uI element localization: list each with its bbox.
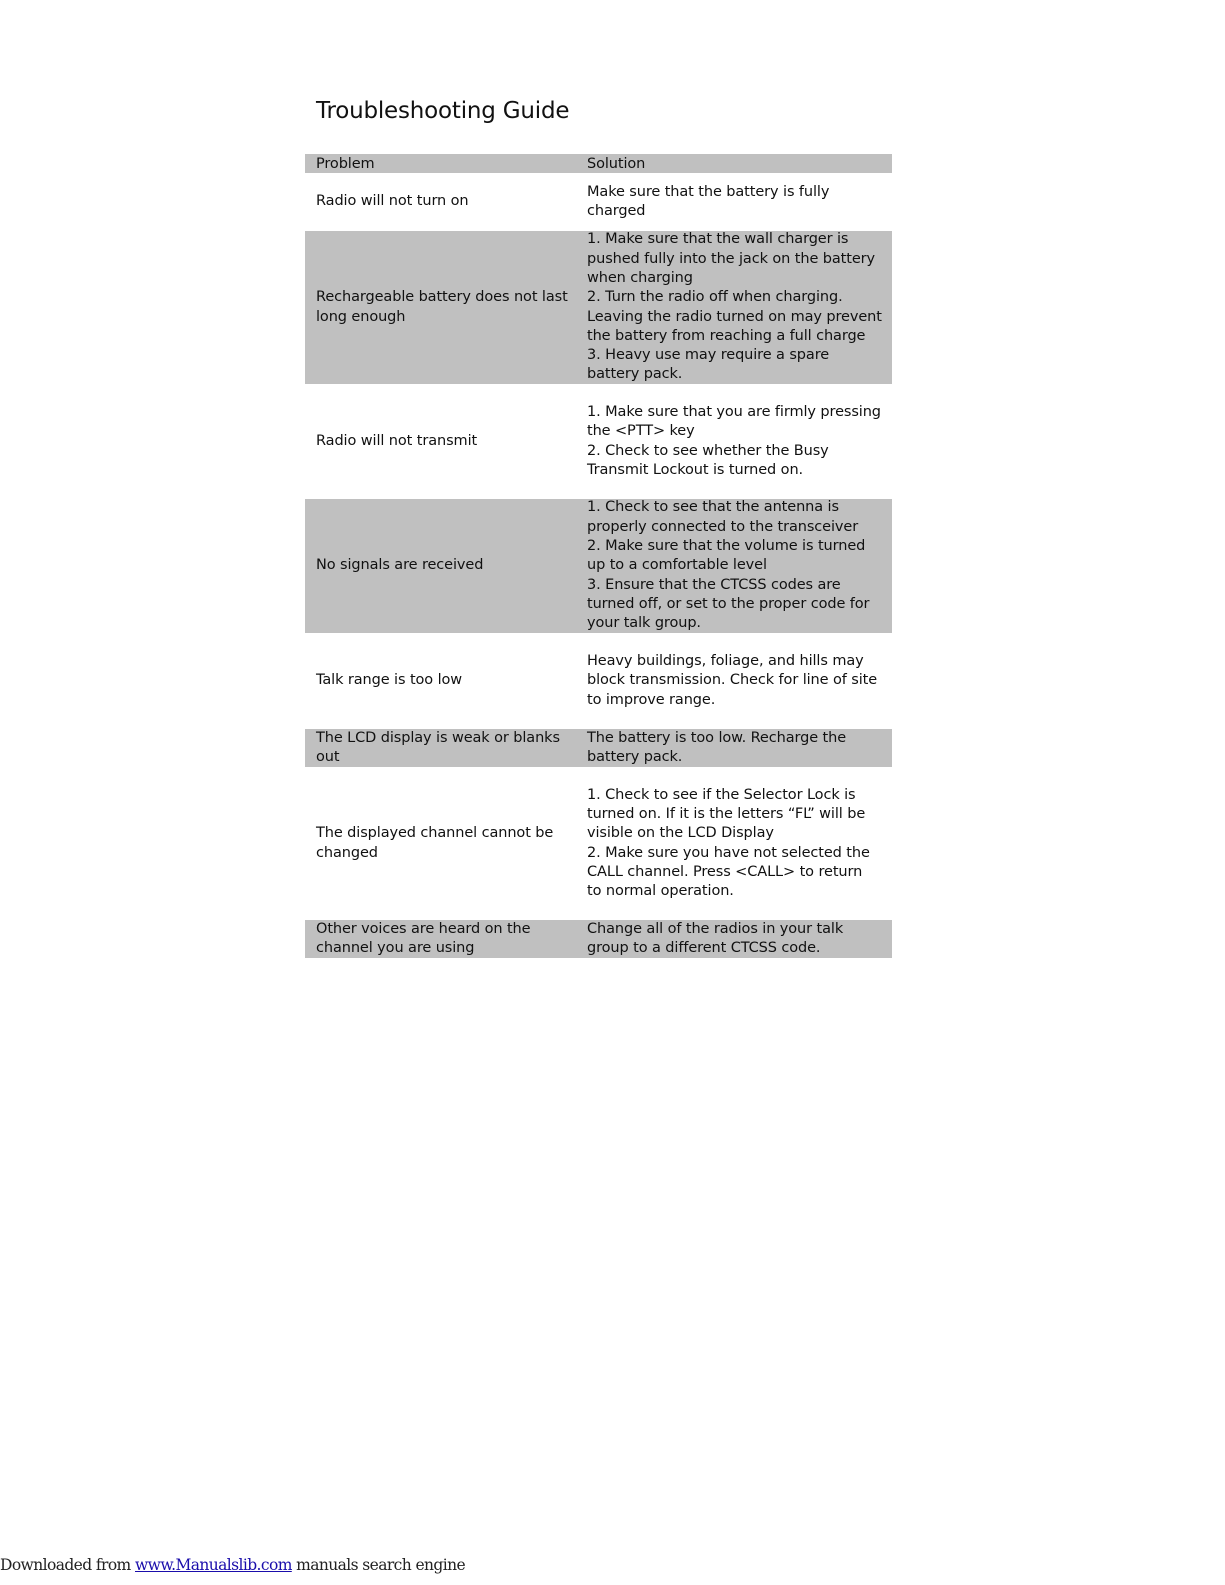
problem-cell: [305, 767, 576, 920]
problem-cell: [305, 231, 576, 384]
problem-cell: [305, 729, 576, 767]
troubleshooting-table: [305, 154, 892, 958]
footer-suffix: manuals search engine: [291, 1556, 466, 1574]
solution-cell: [576, 920, 892, 958]
solution-text: turned off, or set to the proper code for: [587, 595, 870, 612]
solution-cell: [576, 729, 892, 767]
problem-cell: [305, 633, 576, 729]
solution-text: battery pack.: [587, 749, 683, 765]
solution-text: 1. Check to see that the antenna is: [587, 499, 839, 516]
problem-cell: [305, 499, 576, 633]
solution-text: Transmit Lockout is turned on.: [587, 461, 804, 478]
table-header-row: [305, 154, 892, 173]
table-body: [305, 173, 892, 958]
footer: [0, 1556, 465, 1574]
solution-text: to improve range.: [587, 691, 716, 708]
problem-text: The LCD display is weak or blanks: [316, 729, 560, 746]
solution-text: 1. Check to see if the Selector Lock is: [587, 786, 856, 803]
solution-text: CALL channel. Press <CALL> to return: [587, 863, 863, 880]
problem-text: The displayed channel cannot be: [316, 825, 554, 842]
header-solution: Solution: [576, 154, 892, 173]
solution-cell: [576, 231, 892, 384]
solution-text: turned on. If it is the letters “FL” will be: [587, 805, 866, 822]
table-row: [305, 384, 892, 499]
table-row: [305, 499, 892, 633]
solution-cell: [576, 767, 892, 920]
solution-cell: [576, 633, 892, 729]
solution-text: your talk group.: [587, 615, 701, 632]
solution-text: to normal operation.: [587, 883, 734, 900]
problem-text: channel you are using: [316, 940, 475, 956]
problem-text: Other voices are heard on the: [316, 920, 531, 937]
solution-text: 3. Ensure that the CTCSS codes are: [587, 576, 841, 593]
problem-text: Radio will not turn on: [316, 193, 469, 210]
solution-text: pushed fully into the jack on the battery: [587, 250, 875, 267]
problem-cell: [305, 173, 576, 231]
footer-prefix: Downloaded from: [0, 1556, 135, 1574]
problem-text: out: [316, 749, 340, 765]
table-row: [305, 767, 892, 920]
problem-text: No signals are received: [316, 557, 484, 574]
solution-text: Make sure that the battery is fully: [587, 183, 830, 200]
solution-cell: [576, 384, 892, 499]
solution-text: battery pack.: [587, 366, 683, 383]
problem-text: Talk range is too low: [316, 672, 463, 689]
solution-text: up to a comfortable level: [587, 557, 767, 574]
table-row: [305, 633, 892, 729]
table-row: [305, 920, 892, 958]
problem-text: Radio will not transmit: [316, 432, 478, 449]
problem-cell: [305, 920, 576, 958]
manualslib-link[interactable]: www.Manualslib.com: [135, 1556, 292, 1574]
solution-text: 1. Make sure that the wall charger is: [587, 231, 849, 248]
page-title: Troubleshooting Guide: [316, 98, 570, 124]
problem-cell: [305, 384, 576, 499]
solution-text: 2. Make sure that the volume is turned: [587, 538, 866, 555]
solution-text: block transmission. Check for line of site: [587, 672, 878, 689]
solution-cell: [576, 499, 892, 633]
problem-text: Rechargeable battery does not last: [316, 289, 568, 306]
solution-text: 1. Make sure that you are firmly pressing: [587, 403, 881, 420]
table-row: [305, 729, 892, 767]
solution-text: Leaving the radio turned on may prevent: [587, 308, 882, 325]
solution-text: the <PTT> key: [587, 423, 695, 440]
solution-text: 2. Turn the radio off when charging.: [587, 289, 843, 306]
solution-text: visible on the LCD Display: [587, 825, 774, 842]
problem-text: long enough: [316, 308, 406, 325]
table-row: [305, 231, 892, 384]
header-problem: Problem: [305, 154, 576, 173]
solution-text: 2. Make sure you have not selected the: [587, 844, 870, 861]
solution-text: 2. Check to see whether the Busy: [587, 442, 829, 459]
solution-text: The battery is too low. Recharge the: [587, 729, 847, 746]
solution-text: charged: [587, 203, 646, 219]
solution-cell: [576, 173, 892, 231]
solution-text: Heavy buildings, foliage, and hills may: [587, 653, 864, 670]
table-row: [305, 173, 892, 231]
solution-text: 3. Heavy use may require a spare: [587, 347, 830, 364]
solution-text: group to a different CTCSS code.: [587, 940, 821, 956]
solution-text: when charging: [587, 269, 693, 286]
problem-text: changed: [316, 844, 378, 861]
solution-text: the battery from reaching a full charge: [587, 327, 866, 344]
solution-text: properly connected to the transceiver: [587, 518, 859, 535]
solution-text: Change all of the radios in your talk: [587, 920, 844, 937]
